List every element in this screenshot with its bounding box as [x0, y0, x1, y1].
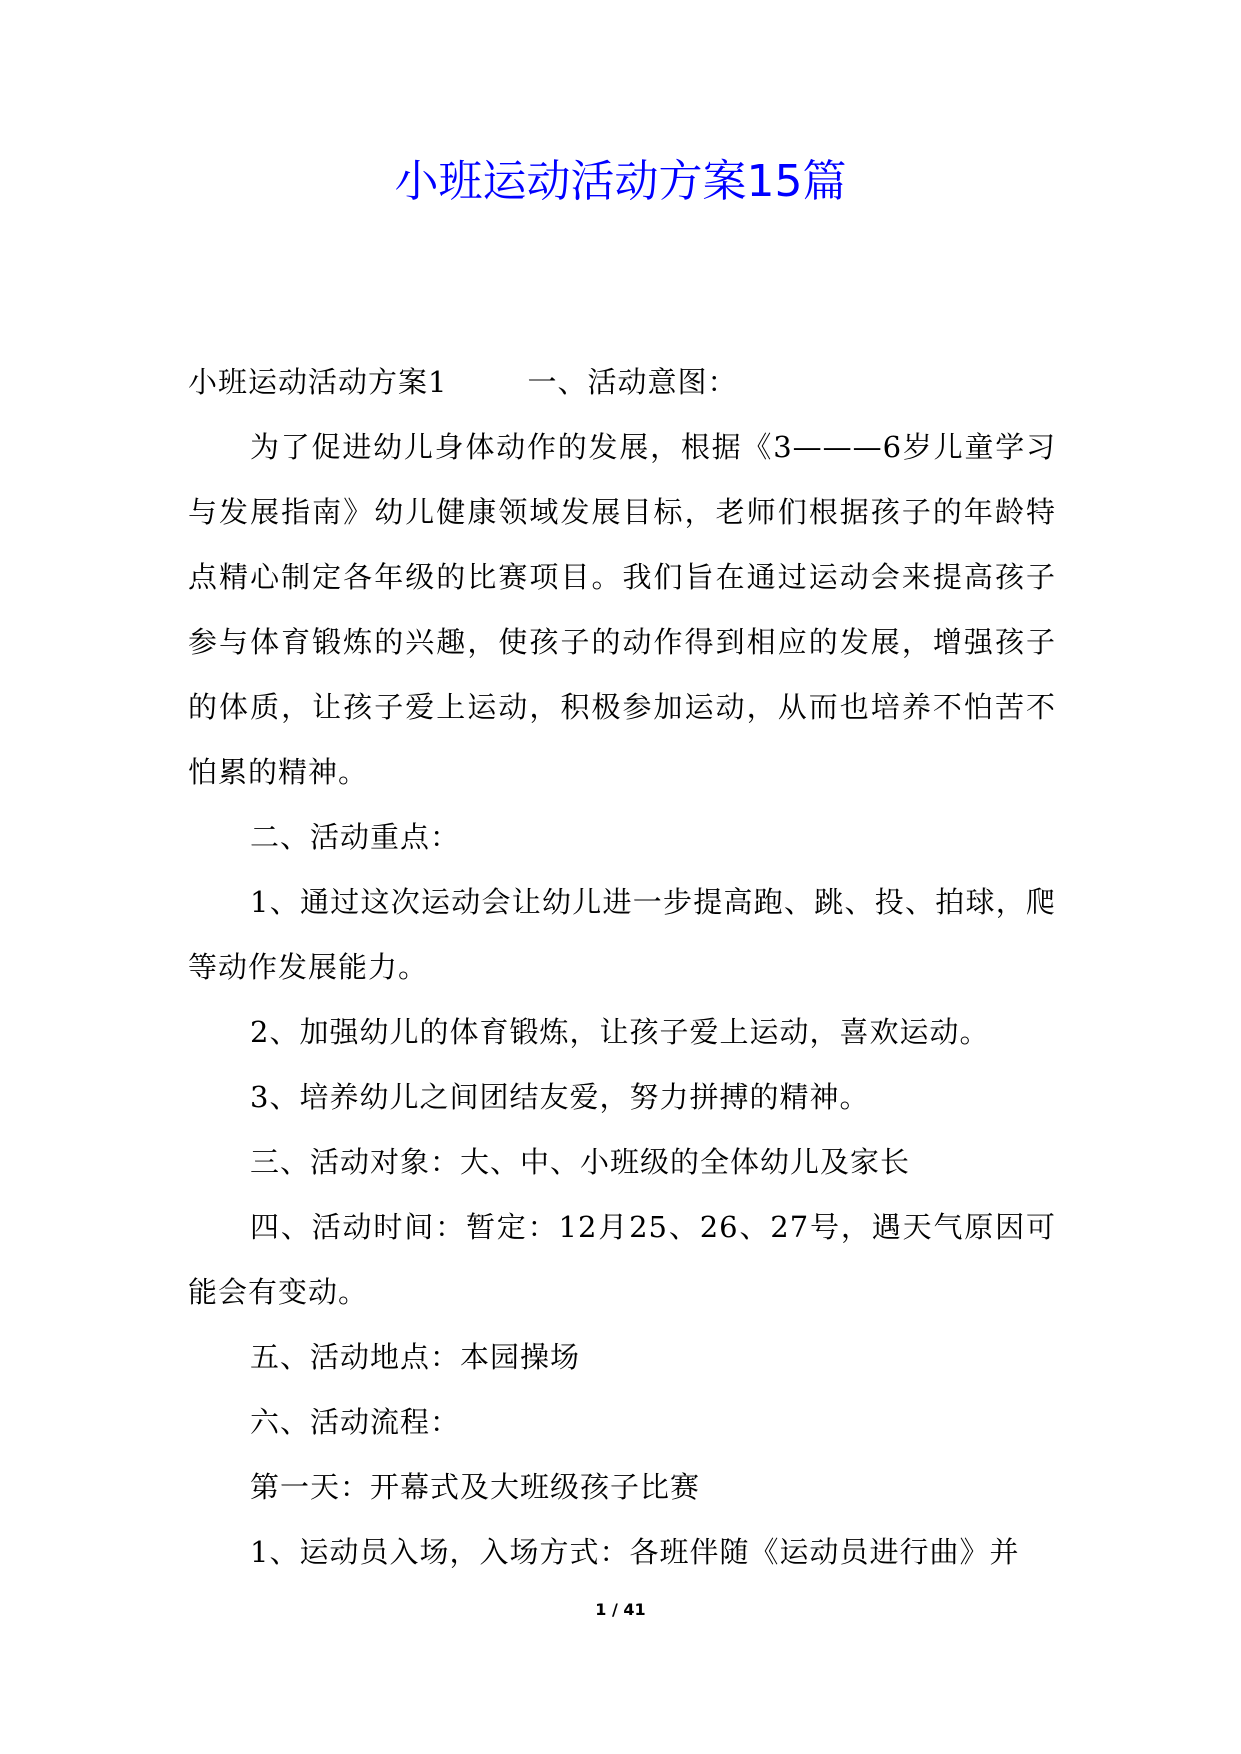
- first-line: [188, 350, 1056, 415]
- paragraph-focus-2: 2、加强幼儿的体育锻炼，让孩子爱上运动，喜欢运动。: [250, 1015, 990, 1049]
- paragraph-intent: 为了促进幼儿身体动作的发展，根据《3———6岁儿童学习与发展指南》幼儿健康领域发展目标，老师们根据孩子的年龄特点精心制定各年级的比赛项目。我们旨在通过运动会来提高孩子参与体育锻炼的兴趣，使孩子的动作得到相应的发展，增强孩子的体质，让孩子爱上运动，积极参加运动，从而也培养不怕苦不怕累的精神。: [188, 430, 1056, 789]
- paragraph-audience: 三、活动对象：大、中、小班级的全体幼儿及家长: [250, 1145, 911, 1179]
- section-heading-focus: 二、活动重点：: [250, 820, 461, 854]
- paragraph-time: 四、活动时间：暂定：12月25、26、27号，遇天气原因可能会有变动。: [188, 1210, 1056, 1309]
- paragraph-day-one: 第一天：开幕式及大班级孩子比赛: [250, 1470, 701, 1504]
- paragraph-focus-3: 3、培养幼儿之间团结友爱，努力拼搏的精神。: [250, 1080, 870, 1114]
- document-title: 小班运动活动方案15篇: [394, 156, 847, 207]
- paragraph-entrance: 1、运动员入场，入场方式：各班伴随《运动员进行曲》并: [250, 1535, 1020, 1569]
- plan-heading: 小班运动活动方案1: [188, 365, 448, 399]
- section-heading-intent: 一、活动意图：: [527, 365, 738, 399]
- section-heading-process: 六、活动流程：: [250, 1405, 461, 1439]
- document-body: [188, 350, 1056, 1585]
- paragraph-focus-1: 1、通过这次运动会让幼儿进一步提高跑、跳、投、拍球，爬等动作发展能力。: [188, 885, 1056, 984]
- paragraph-location: 五、活动地点：本园操场: [250, 1340, 581, 1374]
- page-number: 1 / 41: [595, 1600, 646, 1619]
